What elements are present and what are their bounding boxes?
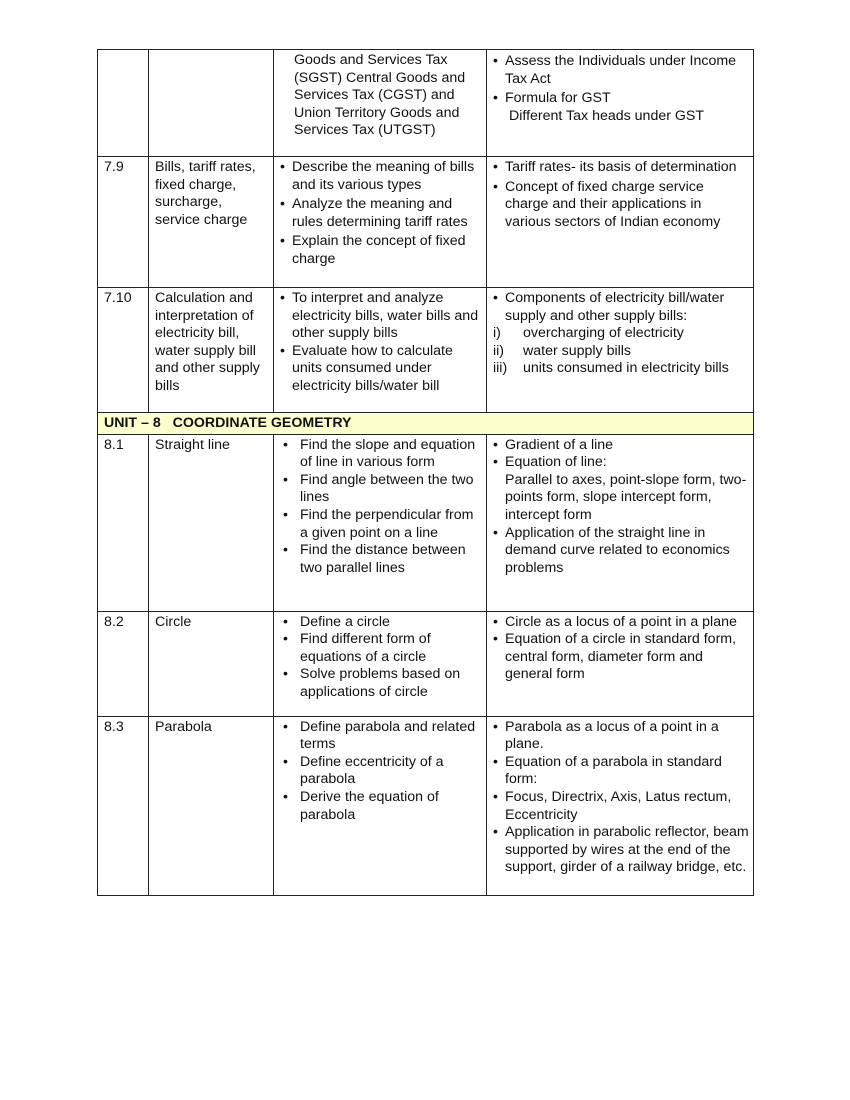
unit-heading-row [98,413,754,435]
objectives-cell [274,611,487,716]
unit-number-cell: 8.3 [98,716,149,895]
unit-number-cell: 7.9 [98,157,149,288]
list-item: ii) water supply bills [493,342,632,359]
list-item: • Formula for GST [493,90,749,108]
topic-cell: Parabola [149,716,274,895]
list-item: • Find the perpendicular from a given point on a line [280,507,482,542]
objectives-cell [274,288,487,413]
objectives-cell [274,157,487,288]
content-extra: Different Tax heads under GST [509,107,705,124]
topic-cell: Straight line [149,434,274,611]
topic-cell: Circle [149,611,274,716]
list-item: • To interpret and analyze electricity bills, water bills and other supply bills [280,290,482,343]
list-item: • Find the slope and equation of line in various form [280,437,482,472]
table-row [98,288,754,413]
content-cell [487,434,754,611]
list-item: • Solve problems based on applications of circle [280,666,482,701]
topic-cell [149,50,274,157]
list-item: • Application of the straight line in demand curve related to economics problems [493,525,749,578]
list-item: • Gradient of a line [493,437,749,455]
content-cell [487,50,754,157]
list-item: • Define parabola and related terms [280,719,482,754]
objectives-cell [274,434,487,611]
list-item: • Find different form of equations of a circle [280,631,482,666]
objectives-text: Goods and Services Tax (SGST) Central Goods and Services Tax (CGST) and Union Territory Goods and Services Tax (UTGST) [294,52,466,139]
list-item: • Define eccentricity of a parabola [280,754,482,789]
unit-heading: UNIT – 8 COORDINATE GEOMETRY [98,413,754,435]
unit-number-cell: 8.1 [98,434,149,611]
list-item: iii) units consumed in electricity bills [493,360,729,377]
list-item: • Application in parabolic reflector, beam supported by wires at the end of the support, girder of a railway bridge, etc. [493,824,749,877]
unit-number-cell: 8.2 [98,611,149,716]
list-item: • Evaluate how to calculate units consumed under electricity bills/water bill [280,343,482,396]
content-cell [487,288,754,413]
table-row [98,716,754,895]
roman-list [493,325,749,378]
list-item: • Describe the meaning of bills and its various types [280,159,482,194]
list-item: • Components of electricity bill/water supply and other supply bills: [493,290,749,325]
objectives-cell [274,716,487,895]
list-item: i) overcharging of electricity [493,325,684,342]
list-item: • Parabola as a locus of a point in a plane. [493,719,749,754]
table-row [98,611,754,716]
unit-number-cell: 7.10 [98,288,149,413]
list-item: • Derive the equation of parabola [280,789,482,824]
table-row [98,50,754,157]
unit-number-cell [98,50,149,157]
list-item: • Equation of a circle in standard form, central form, diameter form and general form [493,631,749,684]
list-item: • Equation of a parabola in standard form: [493,754,749,789]
list-item: • Tariff rates- its basis of determination [493,159,749,177]
list-item: • Explain the concept of fixed charge [280,233,482,268]
topic-cell: Bills, tariff rates, fixed charge, surcharge, service charge [149,157,274,288]
objectives-cell [274,50,487,157]
list-item: • Find the distance between two parallel lines [280,542,482,577]
list-item: • Analyze the meaning and rules determining tariff rates [280,196,482,231]
syllabus-table [97,49,754,896]
table-row [98,157,754,288]
list-item: • Circle as a locus of a point in a plane [493,614,749,632]
content-cell [487,157,754,288]
list-item: • Define a circle [280,614,482,632]
list-item: • Concept of fixed charge service charge and their applications in various sectors of Indian economy [493,179,749,232]
list-item: • Focus, Directrix, Axis, Latus rectum, Eccentricity [493,789,749,824]
table-row [98,434,754,611]
content-sub: Parallel to axes, point-slope form, two-points form, slope intercept form, intercept form [505,471,747,523]
content-cell [487,716,754,895]
content-cell [487,611,754,716]
list-item: • Equation of line: [493,454,749,472]
topic-cell: Calculation and interpretation of electricity bill, water supply bill and other supply bills [149,288,274,413]
list-item: • Find angle between the two lines [280,472,482,507]
list-item: • Assess the Individuals under Income Tax Act [493,53,749,88]
